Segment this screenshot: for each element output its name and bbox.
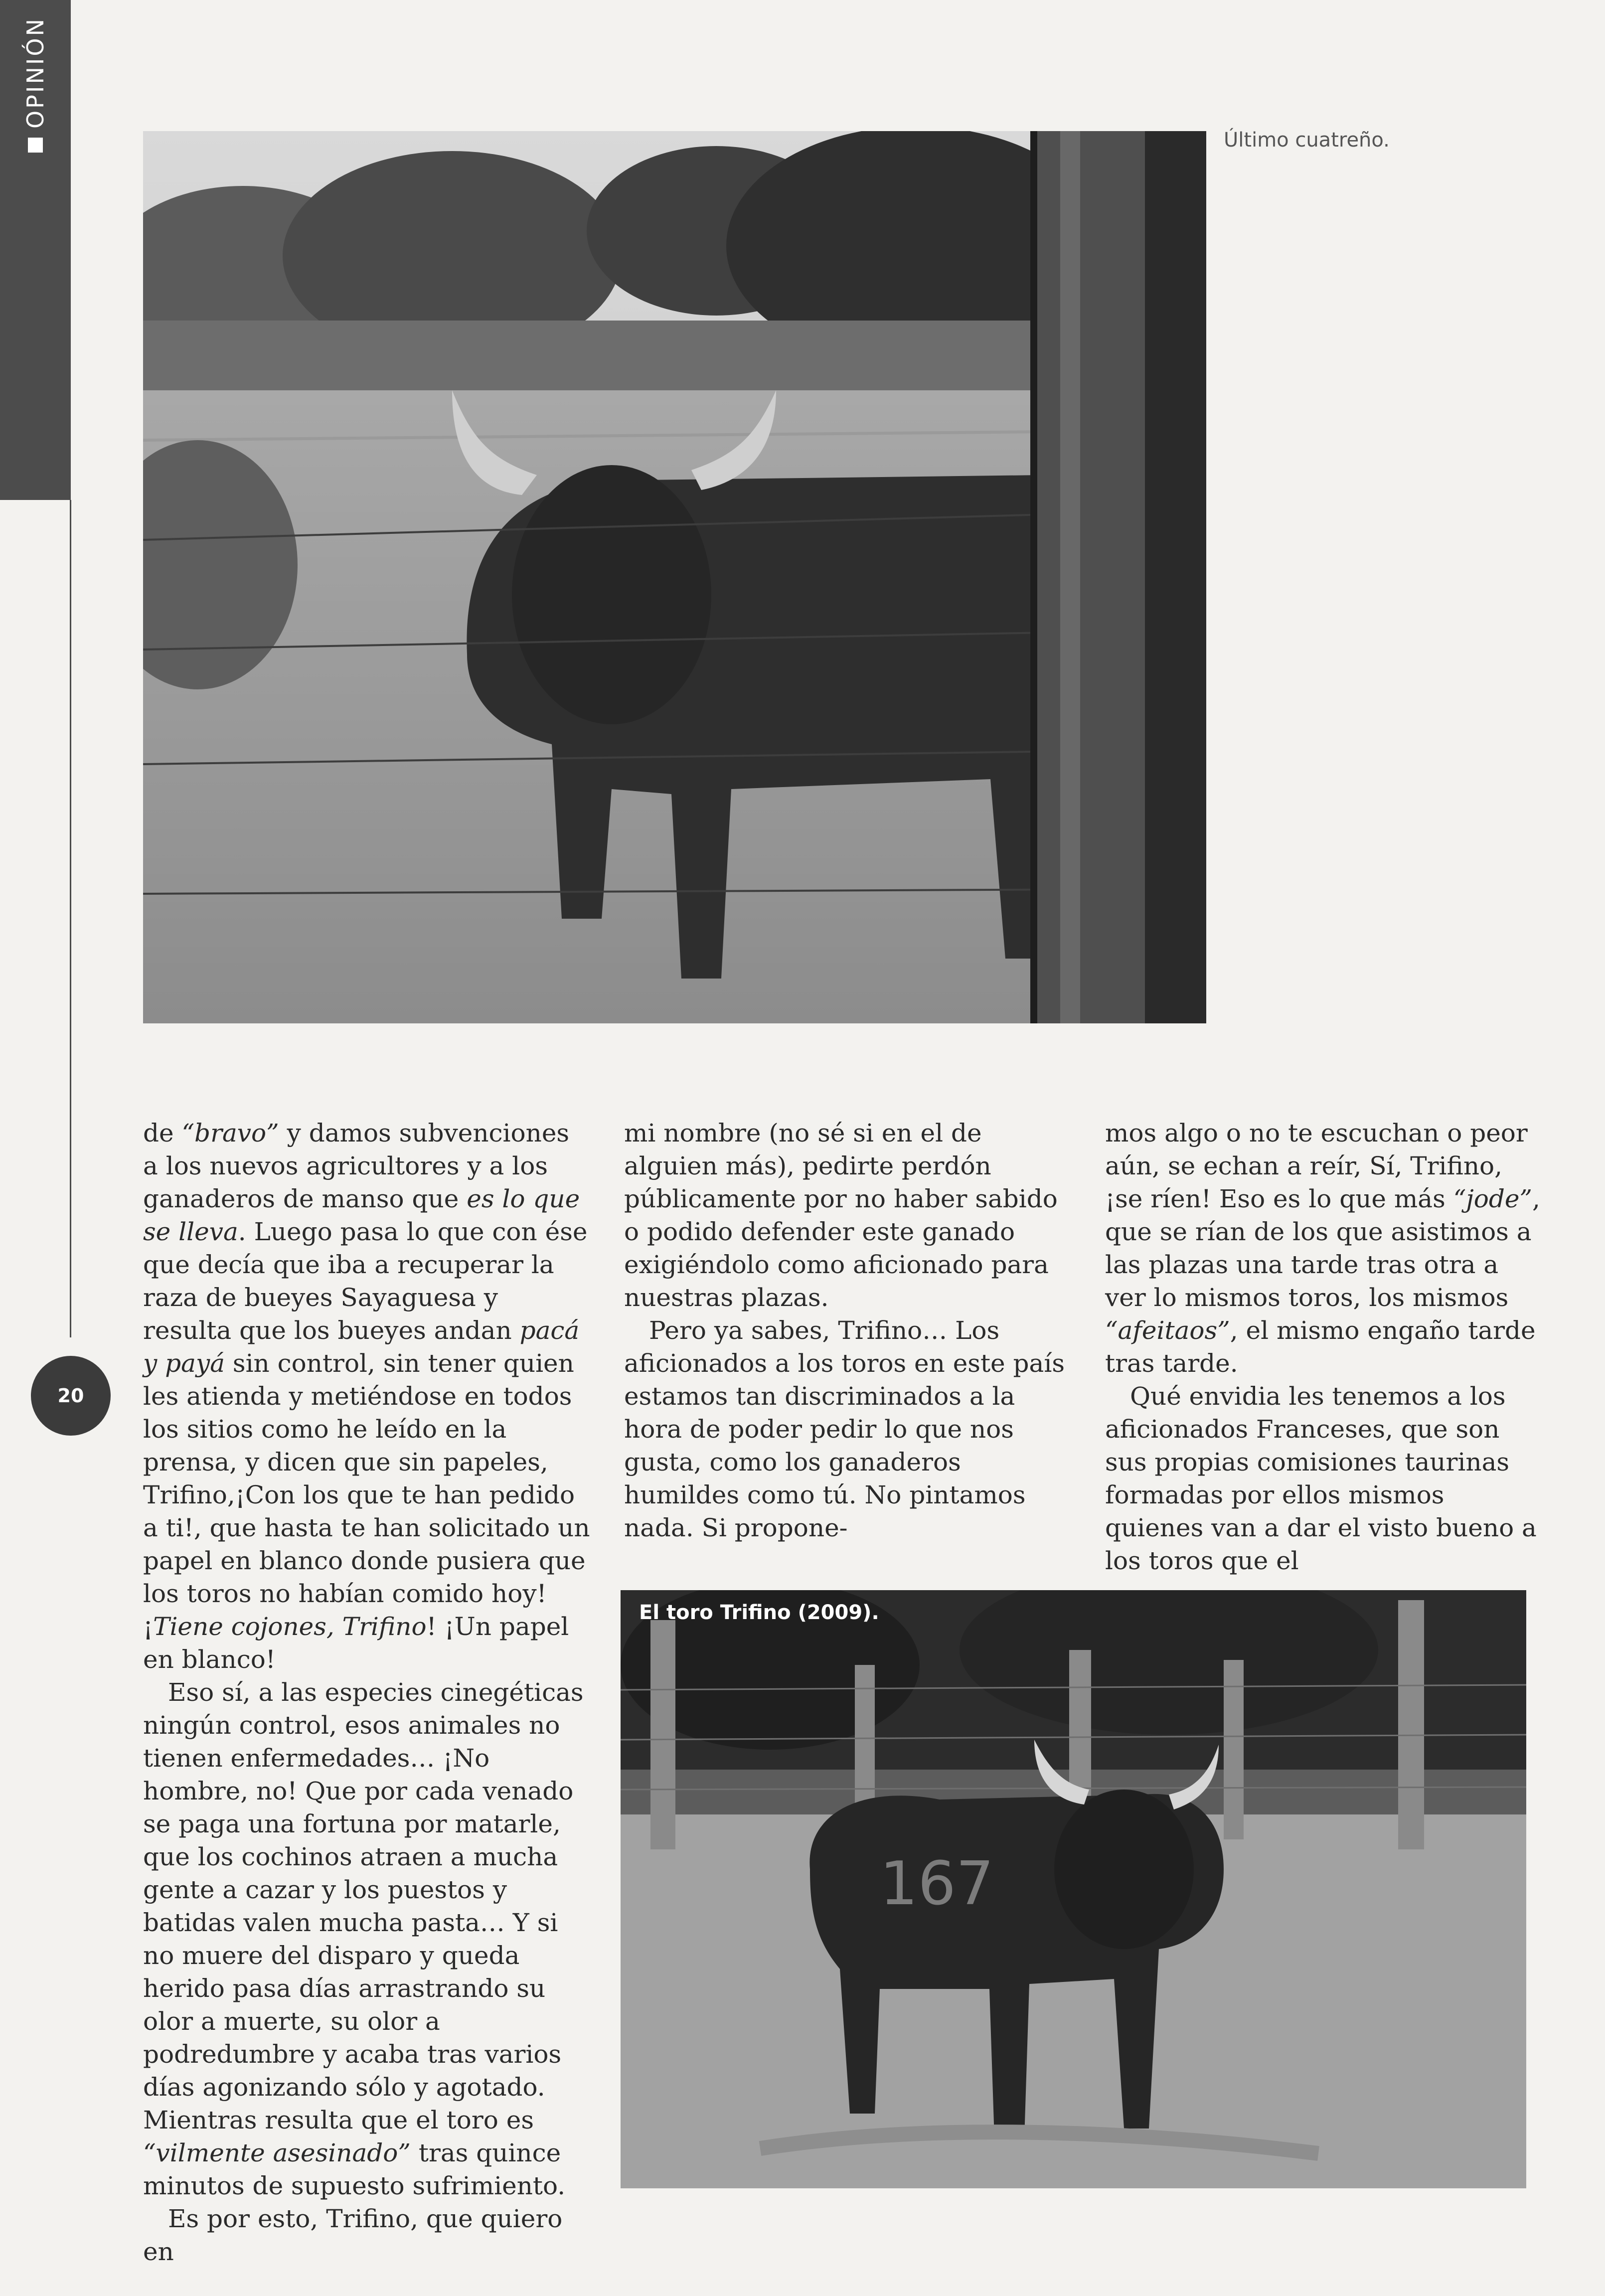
paragraph [143,1676,592,2202]
section-tab [0,0,71,500]
text-run: de [143,1119,182,1148]
italic-run: “afeitaos” [1105,1316,1230,1345]
text-run: Es por esto, Trifino, que quiero en [143,2204,563,2266]
bottom-photo-caption: El toro Trifino (2009). [639,1601,879,1624]
italic-run: es lo que se lleva [143,1184,580,1246]
text-run: mos algo o no te escuchan o peor aún, se echan a reír, Sí, Trifino, ¡se ríen! Eso es lo que más [1105,1119,1528,1213]
text-run: Eso sí, a las especies cinegéticas ningún control, esos animales no tienen enfermedades… ¡No hombre, no! Que por cada venado se paga una fortuna por matarle, que los cochinos atraen a mucha gente a cazar y los puestos y batidas valen mucha pasta… Y si no muere del disparo y queda herido pasa días arrastrando su olor a muerte, su olor a podredumbre y acaba tras varios días agonizando sólo y agotado. Mientras resulta que el toro es [143,1678,584,2134]
paragraph [1105,1380,1544,1577]
paragraph [624,1117,1073,1314]
bottom-bull-photo [621,1590,1526,2188]
square-bullet-icon [28,138,43,153]
section-name: OPINIÓN [22,16,49,129]
text-run: mi nombre (no sé si en el de alguien más), pedirte perdón públicamente por no haber sabido o podido defender este ganado exigiéndolo como aficionado para nuestras plazas. [624,1119,1058,1312]
top-bull-photo [143,131,1206,1023]
text-run: Qué envidia les tenemos a los aficionados Franceses, que son sus propias comisiones taurinas formadas por ellos mismos quienes van a dar el visto bueno a los toros que el [1105,1382,1537,1575]
text-column-1 [143,1117,592,2268]
text-run: y damos subvenciones a los nuevos agricultores y a los ganaderos de manso que [143,1119,570,1213]
bull-photo-icon [621,1590,1526,2188]
italic-run: pacá y payá [143,1316,580,1378]
text-run: ! ¡Un papel en blanco! [143,1612,569,1674]
text-run: , el mismo engaño tarde tras tarde. [1105,1316,1536,1378]
text-run: tras quince minutos de supuesto sufrimiento. [143,2138,566,2200]
bull-brand-number: 167 [880,1849,994,1919]
italic-run: “jode” [1453,1184,1532,1213]
bull-photo-icon [143,131,1206,1023]
section-label [22,17,49,153]
text-run: Pero ya sabes, Trifino… Los aficionados a los toros en este país estamos tan discriminados a la hora de poder pedir lo que nos gusta, como los ganaderos humildes como tú. No pintamos nada. Si propone- [624,1316,1065,1542]
paragraph [1105,1117,1544,1380]
text-run: sin control, sin tener quien les atienda y metiéndose en todos los sitios como he leído en la prensa, y dicen que sin papeles, Trifino,¡Con los que te han pedido a ti!, que hasta te han solicitado un papel en blanco donde pusiera que los toros no habían comido hoy! ¡ [143,1349,590,1641]
top-photo-caption: Último cuatreño. [1224,129,1390,152]
text-column-3 [1105,1117,1544,1577]
paragraph [143,1117,592,1676]
text-run: . Luego pasa lo que con ése que decía que iba a recuperar la raza de bueyes Sayaguesa y resulta que los bueyes andan [143,1217,588,1345]
page-number: 20 [31,1356,111,1436]
paragraph [143,2202,592,2268]
text-column-2 [624,1117,1073,1544]
paragraph [624,1314,1073,1544]
margin-rule [70,500,71,1337]
italic-run: “vilmente asesinado” [143,2138,411,2167]
italic-run: “bravo” [181,1119,279,1148]
text-run: , que se rían de los que asistimos a las plazas una tarde tras otra a ver lo mismos toros, los mismos [1105,1184,1540,1312]
italic-run: Tiene cojones, Trifino [153,1612,427,1641]
